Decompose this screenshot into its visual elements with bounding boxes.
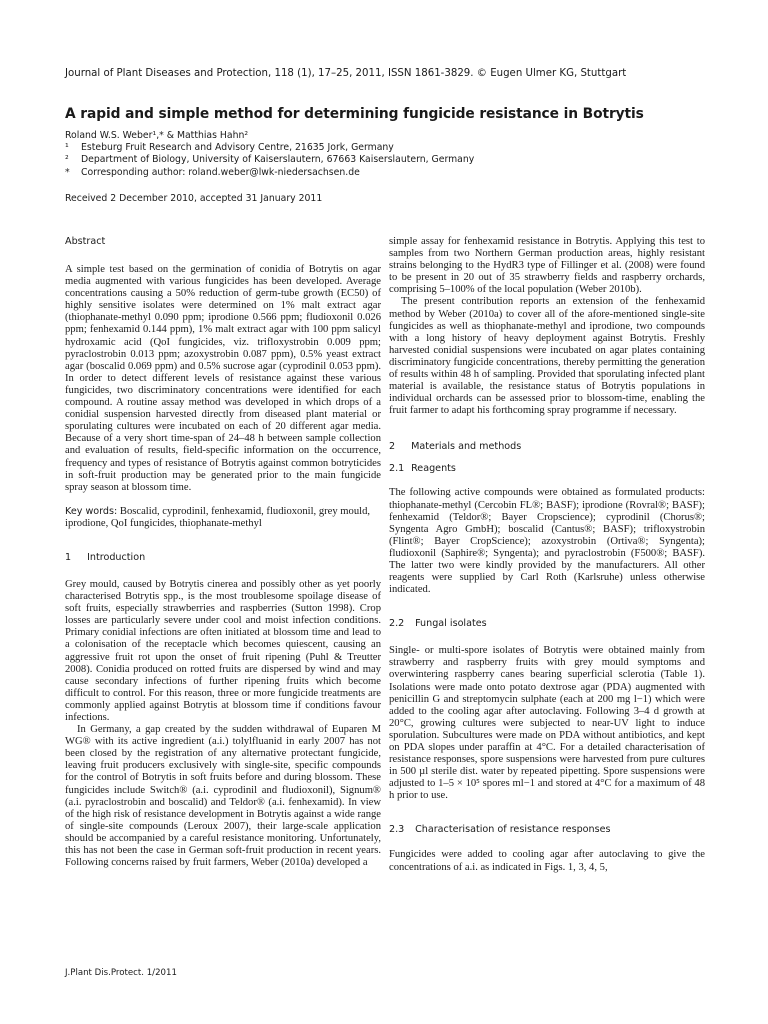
- subsection-title: Characterisation of resistance responses: [415, 824, 611, 836]
- article-title: A rapid and simple method for determining fungicide resistance in Botrytis: [65, 106, 644, 122]
- subsection-title: Fungal isolates: [415, 618, 487, 630]
- section-title: Introduction: [87, 551, 146, 563]
- affiliation-text: Department of Biology, University of Kaiserslautern, 67663 Kaiserslautern, Germany: [81, 154, 475, 166]
- abstract-text: A simple test based on the germination of conidia of Botrytis on agar media augmented with various fungicides has been developed. Average concentrations causing a 50% reduction of germ-tube growth (EC50) of highly sensitive isolates were determined on 1% malt extract agar (thiophanate-methyl 0.090 ppm; iprodione 0.566 ppm; fludioxonil 0.026 ppm; fenhexamid 0.144 ppm), 1% malt extract agar with 100 ppm salicyl hydroxamic acid (QoI fungicides, viz. trifloxystrobin 0.009 ppm; pyraclostrobin 0.013 ppm; azoxystrobin 0.087 ppm), 0.5% yeast extract agar (boscalid 0.069 ppm) and 0.5% sucrose agar (cyprodinil 0.053 ppm). In order to detect different levels of resistance against these various fungicides, two discriminatory concentrations were identified for each compound. A routine assay method was developed in which drops of a conidial suspension harvested directly from diseased plant material or sporulating cultures were incubated on each of 20 different agar media. Because of a very short time-span of 24–48 h between sample collection and evaluation of results, field-specific information on the occurrence, frequency and types of resistance of Botrytis against common botryticides in soft-fruit production may be generated prior to the main fungicide spray season at blossom time.: [65, 264, 381, 493]
- section-title: Materials and methods: [411, 441, 522, 453]
- right-column: [389, 236, 705, 874]
- author-line: Roland W.S. Weber¹,* & Matthias Hahn²: [65, 130, 249, 141]
- affiliation-marker: ²: [65, 154, 69, 166]
- affiliation-list: [65, 142, 474, 179]
- characterisation-heading: [389, 824, 705, 835]
- affiliation-item: [65, 154, 474, 166]
- fungal-isolates-heading: [389, 618, 705, 629]
- subsection-number: 2.1: [389, 463, 405, 475]
- journal-citation-line: Journal of Plant Diseases and Protection, 118 (1), 17–25, 2011, ISSN 1861-3829. © Eugen Ulmer KG, Stuttgart: [65, 68, 627, 79]
- materials-methods-heading: [389, 441, 705, 452]
- characterisation-paragraph: Fungicides were added to cooling agar after autoclaving to give the concentrations of a.i. as indicated in Figs. 1, 3, 4, 5,: [389, 849, 705, 873]
- corresponding-author-text: Corresponding author: roland.weber@lwk-niedersachsen.de: [81, 166, 360, 178]
- keywords-label: Key words:: [65, 505, 118, 517]
- page-footer: J.Plant Dis.Protect. 1/2011: [65, 968, 177, 978]
- received-dates: Received 2 December 2010, accepted 31 January 2011: [65, 193, 323, 204]
- affiliation-text: Esteburg Fruit Research and Advisory Centre, 21635 Jork, Germany: [81, 142, 394, 153]
- abstract-heading: Abstract: [65, 236, 106, 247]
- affiliation-marker: ¹: [65, 142, 69, 153]
- section-number: 2: [389, 441, 396, 453]
- affiliation-item: [65, 142, 474, 154]
- left-column: [65, 236, 381, 869]
- introduction-paragraph: simple assay for fenhexamid resistance in Botrytis. Applying this test to samples from two Northern German production areas, highly resistant strains belonging to the HydR3 type of Fillinger et al. (2008) were found to be present in 20 out of 35 strawberry fields and raspberry orchards, comprising 5–100% of the local population (Weber 2010b).: [389, 236, 705, 296]
- subsection-number: 2.2: [389, 618, 405, 630]
- affiliation-item: [65, 167, 474, 179]
- subsection-number: 2.3: [389, 824, 405, 836]
- keywords-block: [65, 506, 381, 530]
- introduction-paragraph: Grey mould, caused by Botrytis cinerea and possibly other as yet poorly characterised Botrytis spp., is the most troublesome spoilage disease of soft fruits, especially strawberries and raspberries (Sutton 1998). Crop losses are particularly severe under cool and moist infection conditions. Primary conidial infections are often initiated at blossom time and lead to a colonisation of the receptacle which becomes quiescent, causing an aggressive fruit rot upon the onset of fruit ripening (Puhl & Treutter 2008). Conidia produced on rotted fruits are dispersed by wind and may cause secondary infections of further ripening fruits which become difficult to control. For this reason, three or more fungicide treatments are commonly applied against Botrytis at blossom time if conditions favour infections.: [65, 578, 381, 723]
- introduction-paragraph: In Germany, a gap created by the sudden withdrawal of Euparen M WG® with its active ingredient (a.i.) tolylfluanid in early 2007 has not been closed by the registration of any alternative protectant fungicide, leaving fruit producers exclusively with single-site, specific compounds for the control of Botrytis in soft fruits before and during blossom. These fungicides include Switch® (a.i. cyprodinil and fludioxonil), Signum® (a.i. pyraclostrobin and boscalid) and Teldor® (a.i. fenhexamid). In view of the high risk of resistance development in Botrytis against a wide range of single-site compounds (Leroux 2007), their large-scale application should be accompanied by a careful resistance monitoring. Unfortunately, this has not been the case in German soft-fruit production in recent years. Following concerns raised by fruit farmers, Weber (2010a) developed a: [65, 724, 381, 869]
- subsection-title: Reagents: [411, 463, 456, 475]
- introduction-heading: [65, 552, 381, 563]
- reagents-paragraph: The following active compounds were obtained as formulated products: thiophanate-methyl (Cercobin FL®; BASF); iprodione (Rovral®; BASF); fenhexamid (Teldor®; Bayer Cropscience); cyprodinil (Chorus®; Syngenta Agro GmbH); boscalid (Cantus®; BASF); trifloxystrobin (Flint®; Bayer CropScience); azoxystrobin (Ortiva®; Syngenta); fludioxonil (Saphire®; Syngenta); and pyraclostrobin (F500®; BASF). The latter two were kindly provided by the manufacturers. All other reagents were supplied by Carl Roth (Karlsruhe) unless otherwise indicated.: [389, 487, 705, 596]
- introduction-paragraph: The present contribution reports an extension of the fenhexamid method by Weber (2010a) to cover all of the afore-mentioned single-site fungicides as well as thiophanate-methyl and iprodione, two compounds with a long history of heavy deployment against Botrytis. Freshly harvested conidial suspensions were incubated on agar plates containing discriminatory fungicide concentrations, thereby permitting the generation of results within 48 h of sampling. Provided that sporulating infected plant material is available, the resistance status of Botrytis populations in individual orchards can be assessed prior to blossom-time, enabling the fruit farmer to adapt his forthcoming spray programme if necessary.: [389, 296, 705, 417]
- fungal-isolates-paragraph: Single- or multi-spore isolates of Botrytis were obtained mainly from strawberry and raspberry fruits with grey mould symptoms and overwintering raspberry canes bearing superficial sclerotia (Table 1). Isolations were made onto potato dextrose agar (PDA) augmented with penicillin G and streptomycin sulphate (each at 200 mg l−1) which were added to the cooling agar after autoclaving. Following 3–4 d growth at 20°C, growing cultures were subjected to near-UV light to induce sporulation. Subcultures were made on PDA without antibiotics, and kept on PDA slopes under paraffin at 4°C. For a detailed characterisation of resistance responses, spore suspensions were harvested from pure cultures in 500 µl sterile dist. water by repeated pipetting. Spore suspensions were adjusted to 1–5 × 10⁵ spores ml−1 and stored at 4°C for a maximum of 48 h prior to use.: [389, 645, 705, 802]
- reagents-heading: [389, 463, 705, 474]
- section-number: 1: [65, 551, 72, 563]
- affiliation-marker: *: [65, 166, 70, 178]
- keywords-text: Boscalid, cyprodinil, fenhexamid, fludioxonil, grey mould, iprodione, QoI fungicides, thiophanate-methyl: [65, 505, 371, 529]
